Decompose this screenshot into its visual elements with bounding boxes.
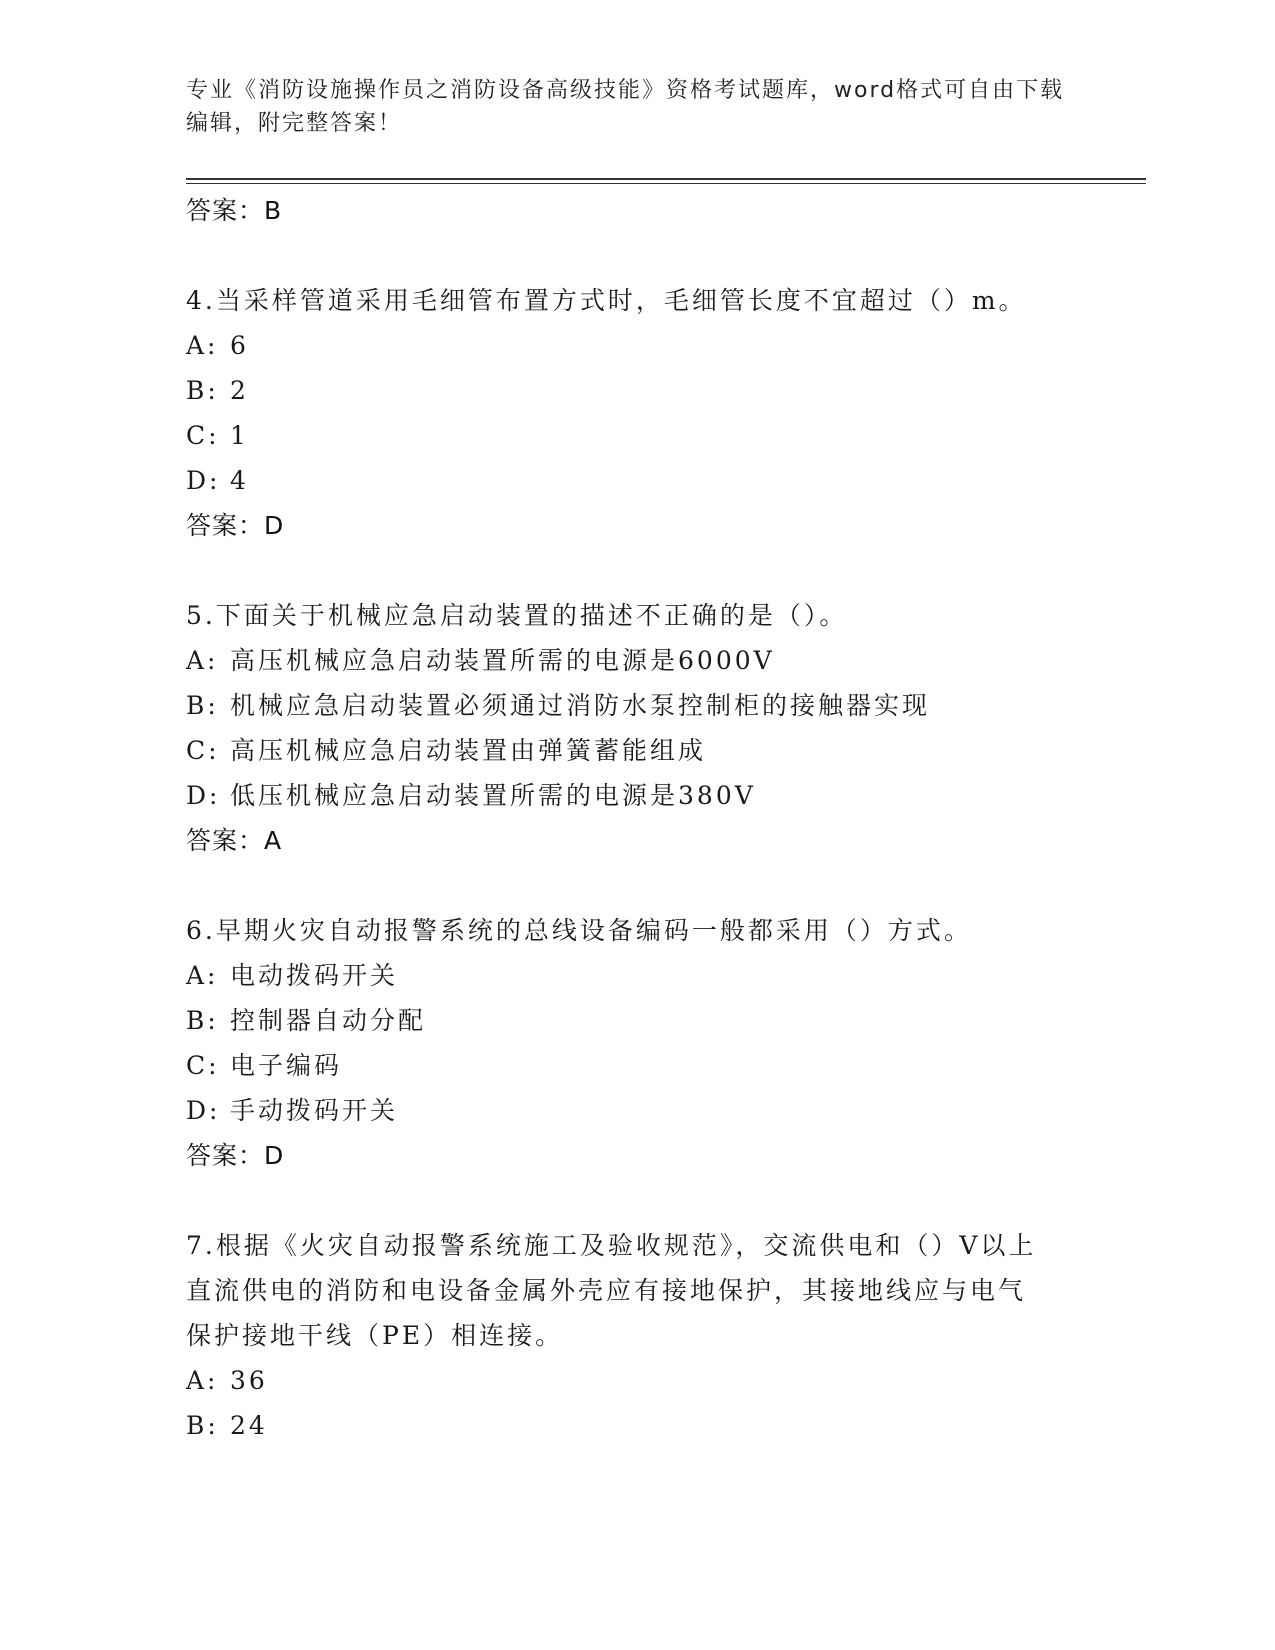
option-value: 4	[230, 466, 249, 495]
option-b	[186, 998, 1086, 1043]
option-value: 控制器自动分配	[230, 1006, 427, 1035]
option-value: 36	[230, 1366, 268, 1395]
option-a	[186, 953, 1086, 998]
option-c	[186, 413, 1086, 458]
option-key: C:	[186, 421, 220, 450]
option-key: C:	[186, 736, 220, 765]
option-a	[186, 1358, 1086, 1403]
option-value: 机械应急启动装置必须通过消防水泵控制柜的接触器实现	[230, 691, 931, 720]
option-key: D:	[186, 781, 221, 810]
option-key: B:	[186, 691, 219, 720]
header-divider-thick	[186, 178, 1146, 180]
previous-answer: 答案：B	[186, 196, 283, 225]
option-value: 高压机械应急启动装置由弹簧蓄能组成	[230, 736, 707, 765]
option-key: C:	[186, 1051, 220, 1080]
option-b	[186, 683, 1086, 728]
option-value: 低压机械应急启动装置所需的电源是380V	[230, 781, 756, 810]
option-key: A:	[186, 646, 219, 675]
option-b	[186, 368, 1086, 413]
option-value: 2	[230, 376, 249, 405]
question-5	[186, 593, 1086, 863]
question-text: 4.当采样管道采用毛细管布置方式时，毛细管长度不宜超过（）m。	[186, 286, 1027, 315]
option-key: A:	[186, 961, 219, 990]
option-value: 1	[230, 421, 249, 450]
answer: 答案：A	[186, 826, 283, 855]
option-d	[186, 458, 1086, 503]
option-key: B:	[186, 376, 219, 405]
option-key: D:	[186, 1096, 221, 1125]
question-list	[186, 188, 1086, 1448]
option-value: 高压机械应急启动装置所需的电源是6000V	[230, 646, 775, 675]
option-b	[186, 1403, 1086, 1448]
answer: 答案：D	[186, 1141, 285, 1170]
option-key: A:	[186, 1366, 219, 1395]
question-text: 6.早期火灾自动报警系统的总线设备编码一般都采用（）方式。	[186, 916, 972, 945]
option-key: A:	[186, 331, 219, 360]
option-key: D:	[186, 466, 221, 495]
option-c	[186, 1043, 1086, 1088]
option-c	[186, 728, 1086, 773]
option-value: 6	[230, 331, 249, 360]
option-value: 电动拨码开关	[230, 961, 399, 990]
answer: 答案：D	[186, 511, 285, 540]
option-key: B:	[186, 1411, 219, 1440]
question-text: 7.根据《火灾自动报警系统施工及验收规范》，交流供电和（）V以上直流供电的消防和电设备金属外壳应有接地保护，其接地线应与电气保护接地干线（PE）相连接。	[186, 1231, 1037, 1350]
header-divider-thin	[186, 183, 1146, 184]
document-header: 专业《消防设施操作员之消防设备高级技能》资格考试题库，word格式可自由下载编辑，附完整答案！	[186, 78, 1065, 136]
option-a	[186, 323, 1086, 368]
option-value: 电子编码	[230, 1051, 343, 1080]
question-7	[186, 1223, 1086, 1448]
option-key: B:	[186, 1006, 219, 1035]
question-4	[186, 278, 1086, 548]
option-d	[186, 1088, 1086, 1133]
option-value: 手动拨码开关	[230, 1096, 399, 1125]
option-a	[186, 638, 1086, 683]
question-6	[186, 908, 1086, 1178]
option-value: 24	[230, 1411, 268, 1440]
question-text: 5.下面关于机械应急启动装置的描述不正确的是（）。	[186, 601, 848, 630]
option-d	[186, 773, 1086, 818]
